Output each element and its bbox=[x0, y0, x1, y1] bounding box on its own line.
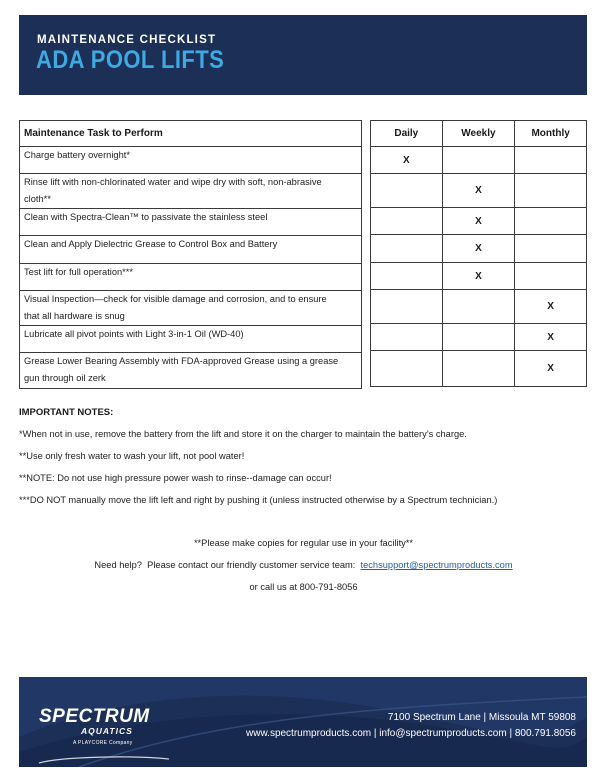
task-text: Charge battery overnight* bbox=[24, 150, 130, 160]
table-row bbox=[371, 324, 587, 351]
footer-contact: www.spectrumproducts.com | info@spectrumproducts.com | 800.791.8056 bbox=[246, 728, 576, 739]
frequency-cell-daily bbox=[371, 235, 443, 263]
table-row bbox=[20, 236, 362, 264]
frequency-table bbox=[370, 120, 587, 387]
frequency-cell-weekly bbox=[442, 263, 515, 290]
notes-title: IMPORTANT NOTES: bbox=[19, 407, 114, 418]
frequency-cell-daily bbox=[371, 263, 443, 290]
frequency-cell-weekly bbox=[442, 235, 515, 263]
task-column-header: Maintenance Task to Perform bbox=[20, 121, 362, 147]
aquatics-logo-text: AQUATICS bbox=[81, 726, 133, 736]
table-row bbox=[371, 174, 587, 208]
table-row bbox=[371, 263, 587, 290]
daily-column-header: Daily bbox=[371, 121, 443, 147]
task-cell bbox=[20, 174, 362, 209]
check-mark: X bbox=[547, 363, 554, 374]
help-line bbox=[0, 560, 607, 570]
footer-address: 7100 Spectrum Lane | Missoula MT 59808 bbox=[387, 712, 576, 723]
task-cell bbox=[20, 353, 362, 389]
task-text: Visual Inspection—check for visible damage and corrosion, and to ensure bbox=[24, 294, 327, 304]
header-kicker: MAINTENANCE CHECKLIST bbox=[37, 34, 217, 46]
task-cell bbox=[20, 209, 362, 236]
task-cell bbox=[20, 236, 362, 264]
check-mark: X bbox=[475, 270, 482, 282]
frequency-cell-weekly bbox=[442, 324, 515, 351]
task-text: Lubricate all pivot points with Light 3-in-1 Oil (WD-40) bbox=[24, 329, 244, 339]
help-prefix: Need help? Please contact our friendly customer service team: bbox=[94, 560, 361, 570]
frequency-cell-monthly bbox=[515, 174, 587, 208]
table-row bbox=[20, 147, 362, 174]
task-text: gun through oil zerk bbox=[24, 373, 106, 383]
task-table bbox=[19, 120, 362, 389]
frequency-cell-daily bbox=[371, 351, 443, 387]
frequency-cell-weekly bbox=[442, 351, 515, 387]
check-mark: X bbox=[475, 215, 482, 227]
table-row bbox=[20, 264, 362, 291]
task-cell bbox=[20, 147, 362, 174]
task-text: Clean and Apply Dielectric Grease to Control Box and Battery bbox=[24, 239, 278, 249]
check-mark: X bbox=[402, 154, 410, 166]
page-title: ADA POOL LIFTS bbox=[36, 46, 225, 74]
table-row bbox=[371, 147, 587, 174]
frequency-cell-monthly bbox=[515, 147, 587, 174]
frequency-cell-weekly bbox=[442, 147, 515, 174]
call-line: or call us at 800-791-8056 bbox=[249, 582, 358, 592]
task-text: Test lift for full operation*** bbox=[24, 267, 134, 277]
note-item: *When not in use, remove the battery from the lift and store it on the charger to maintain the battery’s charge. bbox=[19, 429, 467, 439]
check-mark: X bbox=[475, 185, 482, 196]
check-mark: X bbox=[547, 331, 554, 343]
table-row bbox=[371, 290, 587, 324]
table-row bbox=[371, 351, 587, 387]
task-text: cloth** bbox=[24, 194, 51, 204]
frequency-cell-weekly bbox=[442, 290, 515, 324]
check-mark: X bbox=[547, 301, 554, 312]
frequency-cell-daily bbox=[371, 147, 443, 174]
note-item: ***DO NOT manually move the lift left and right by pushing it (unless instructed otherwise by a Spectrum technician.) bbox=[19, 495, 498, 505]
footer-banner bbox=[19, 677, 587, 767]
table-row bbox=[20, 174, 362, 209]
weekly-column-header: Weekly bbox=[442, 121, 515, 147]
task-text: Clean with Spectra-Clean™ to passivate the stainless steel bbox=[24, 212, 268, 222]
task-cell bbox=[20, 264, 362, 291]
frequency-cell-daily bbox=[371, 174, 443, 208]
table-row bbox=[371, 235, 587, 263]
frequency-cell-weekly bbox=[442, 174, 515, 208]
task-text: Rinse lift with non-chlorinated water and wipe dry with soft, non-abrasive bbox=[24, 177, 322, 187]
table-row bbox=[371, 208, 587, 235]
table-row bbox=[20, 353, 362, 389]
important-notes bbox=[19, 407, 589, 517]
frequency-cell-monthly bbox=[515, 290, 587, 324]
note-item: **Use only fresh water to wash your lift, not pool water! bbox=[19, 451, 245, 461]
note-item: **NOTE: Do not use high pressure power wash to rinse--damage can occur! bbox=[19, 473, 332, 483]
frequency-cell-monthly bbox=[515, 324, 587, 351]
monthly-column-header: Monthly bbox=[515, 121, 587, 147]
playcore-tagline: A PLAYCORE Company bbox=[73, 740, 133, 746]
table-row bbox=[20, 326, 362, 353]
frequency-cell-monthly bbox=[515, 208, 587, 235]
header-banner bbox=[19, 15, 587, 95]
task-text: that all hardware is snug bbox=[24, 311, 125, 321]
frequency-cell-weekly bbox=[442, 208, 515, 235]
frequency-cell-daily bbox=[371, 290, 443, 324]
task-cell bbox=[20, 291, 362, 326]
frequency-cell-daily bbox=[371, 324, 443, 351]
table-row bbox=[20, 209, 362, 236]
check-mark: X bbox=[475, 243, 482, 254]
support-email-link[interactable]: techsupport@spectrumproducts.com bbox=[360, 560, 513, 570]
frequency-cell-monthly bbox=[515, 351, 587, 387]
task-cell bbox=[20, 326, 362, 353]
table-row bbox=[20, 291, 362, 326]
task-text: Grease Lower Bearing Assembly with FDA-approved Grease using a grease bbox=[24, 356, 339, 366]
frequency-cell-daily bbox=[371, 208, 443, 235]
copies-note: **Please make copies for regular use in your facility** bbox=[193, 538, 414, 548]
frequency-cell-monthly bbox=[515, 235, 587, 263]
frequency-cell-monthly bbox=[515, 263, 587, 290]
spectrum-logo: SPECTRUM bbox=[39, 706, 150, 727]
